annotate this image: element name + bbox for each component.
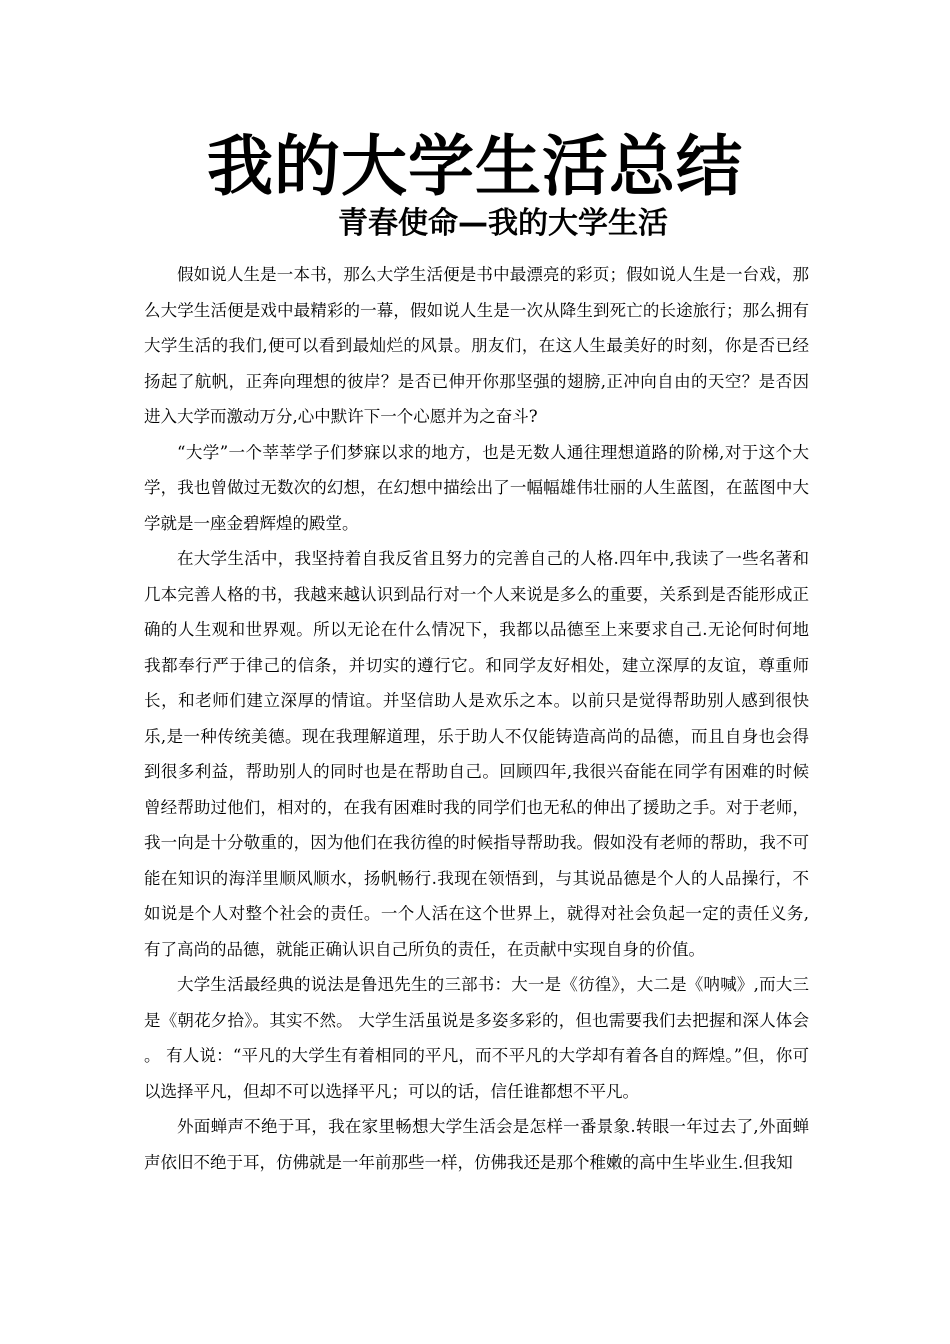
paragraph-3: 在大学生活中，我坚持着自我反省且努力的完善自己的人格.四年中,我读了一些名著和几本完善人格的书，我越来越认识到品行对一个人来说是多么的重要，关系到是否能形成正确的人生观和世界观。所以无论在什么情况下，我都以品德至上来要求自己.无论何时何地我都奉行严于律己的信条，并切实的遵行它。和同学友好相处，建立深厚的友谊，尊重师长，和老师们建立深厚的情谊。并坚信助人是欢乐之本。以前只是觉得帮助别人感到很快乐,是一种传统美德。现在我理解道理，乐于助人不仅能铸造高尚的品德，而且自身也会得到很多利益，帮助别人的同时也是在帮助自己。回顾四年,我很兴奋能在同学有困难的时候曾经帮助过他们，相对的，在我有困难时我的同学们也无私的伸出了援助之手。对于老师，我一向是十分敬重的，因为他们在我彷徨的时候指导帮助我。假如没有老师的帮助，我不可能在知识的海洋里顺风顺水，扬帆畅行.我现在领悟到，与其说品德是个人的人品操行，不如说是个人对整个社会的责任。一个人活在这个世界上，就得对社会负起一定的责任义务,有了高尚的品德，就能正确认识自己所负的责任，在贡献中实现自身的价值。 bbox=[144, 549, 809, 959]
document-body bbox=[144, 257, 809, 1180]
document-subtitle: 青春使命—我的大学生活 bbox=[338, 206, 668, 241]
document-title: 我的大学生活总结 bbox=[207, 128, 743, 205]
paragraph-4: 大学生活最经典的说法是鲁迅先生的三部书：大一是《彷徨》，大二是《呐喊》,而大三是《朝花夕拾》。其实不然。 大学生活虽说是多姿多彩的，但也需要我们去把握和深人体会 。 有人说：“平凡的大学生有着相同的平凡，而不平凡的大学却有着各自的辉煌。”但，你可以选择平凡，但却不可以选择平凡；可以的话，信任谁都想不平凡。 bbox=[144, 975, 809, 1101]
paragraph-2: “大学”一个莘莘学子们梦寐以求的地方，也是无数人通往理想道路的阶梯,对于这个大学，我也曾做过无数次的幻想，在幻想中描绘出了一幅幅雄伟壮丽的人生蓝图，在蓝图中大学就是一座金碧辉煌的殿堂。 bbox=[144, 442, 809, 533]
paragraph-5: 外面蝉声不绝于耳，我在家里畅想大学生活会是怎样一番景象.转眼一年过去了,外面蝉声依旧不绝于耳，仿佛就是一年前那些一样，仿佛我还是那个稚嫩的高中生毕业生.但我知 bbox=[144, 1117, 809, 1172]
paragraph-1: 假如说人生是一本书，那么大学生活便是书中最漂亮的彩页；假如说人生是一台戏，那么大学生活便是戏中最精彩的一幕，假如说人生是一次从降生到死亡的长途旅行；那么拥有大学生活的我们,便可以看到最灿烂的风景。朋友们，在这人生最美好的时刻，你是否已经扬起了航帆，正奔向理想的彼岸？是否已伸开你那坚强的翅膀,正冲向自由的天空？是否因进入大学而激动万分,心中默许下一个心愿并为之奋斗? bbox=[144, 265, 809, 426]
